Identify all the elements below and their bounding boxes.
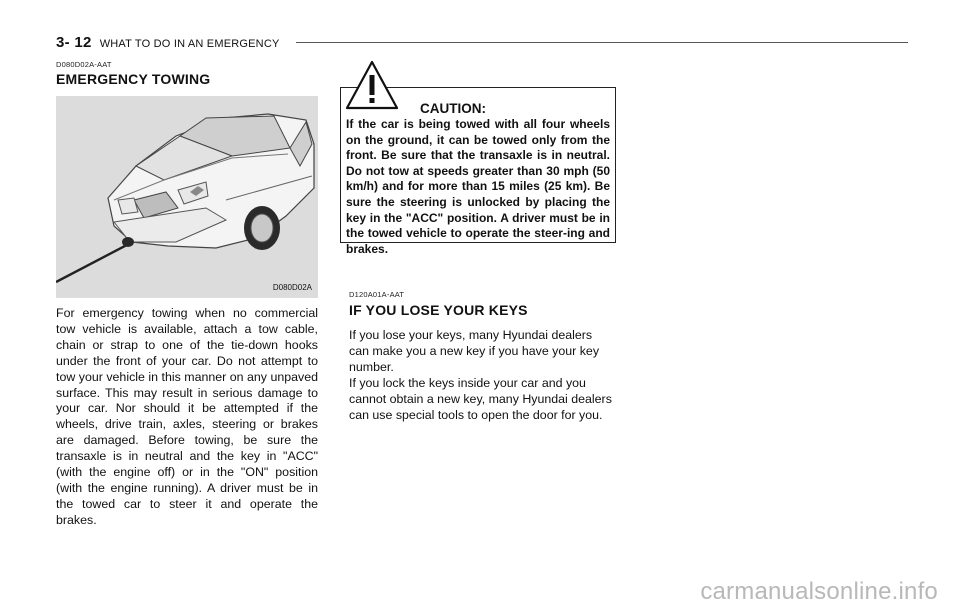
keys-body [349, 328, 614, 423]
caution-body: If the car is being towed with all four wheels on the ground, it can be towed only from the front. Be sure that the transaxle is in neutral. Do not tow at speeds greater than 30 mph (50 km/h) and for more than 15 miles (25 km). Be sure the steering is unlocked by placing the key in the "ACC" position. A driver must be in the towed vehicle to operate the steer-ing and brakes. [346, 117, 610, 256]
header-rule [296, 42, 908, 43]
towing-heading [56, 60, 318, 87]
keys-code: D120A01A-AAT [349, 290, 405, 299]
keys-title: IF YOU LOSE YOUR KEYS [349, 302, 528, 318]
page-header [56, 34, 280, 51]
keys-paragraph-2: If you lock the keys inside your car and you cannot obtain a new key, many Hyundai dealers can use special tools to open the door for you. [349, 375, 612, 422]
figure-caption: D080D02A [272, 283, 312, 292]
warning-triangle-icon [345, 60, 399, 110]
watermark: carmanualsonline.info [700, 578, 938, 605]
towing-code: D080D02A-AAT [56, 60, 112, 69]
caution-title: CAUTION: [420, 101, 486, 116]
towing-illustration [56, 96, 318, 298]
lost-keys-section [349, 290, 614, 423]
section-title: WHAT TO DO IN AN EMERGENCY [99, 38, 280, 50]
caution-box [340, 87, 616, 256]
towing-title: EMERGENCY TOWING [56, 71, 211, 87]
page-number: 3- 12 [56, 34, 92, 51]
car-tow-illustration [56, 96, 318, 298]
keys-paragraph-1: If you lose your keys, many Hyundai dealers can make you a new key if you have your key number. [349, 328, 600, 374]
towing-body: For emergency towing when no commercial tow vehicle is available, attach a tow cable, chain or strap to one of the tie-down hooks under the front of your car. Do not attempt to tow your vehicle in this manner on any unpaved surface. This may result in serious damage to your car. Nor should it be attempted if the wheels, drive train, axles, steering or brakes are damaged. Before towing, be sure the transaxle is in neutral and the key in "ACC" (with the engine off) or in the "ON" position (with the engine running). A driver must be in the towed car to steer it and operate the brakes. [56, 306, 318, 527]
